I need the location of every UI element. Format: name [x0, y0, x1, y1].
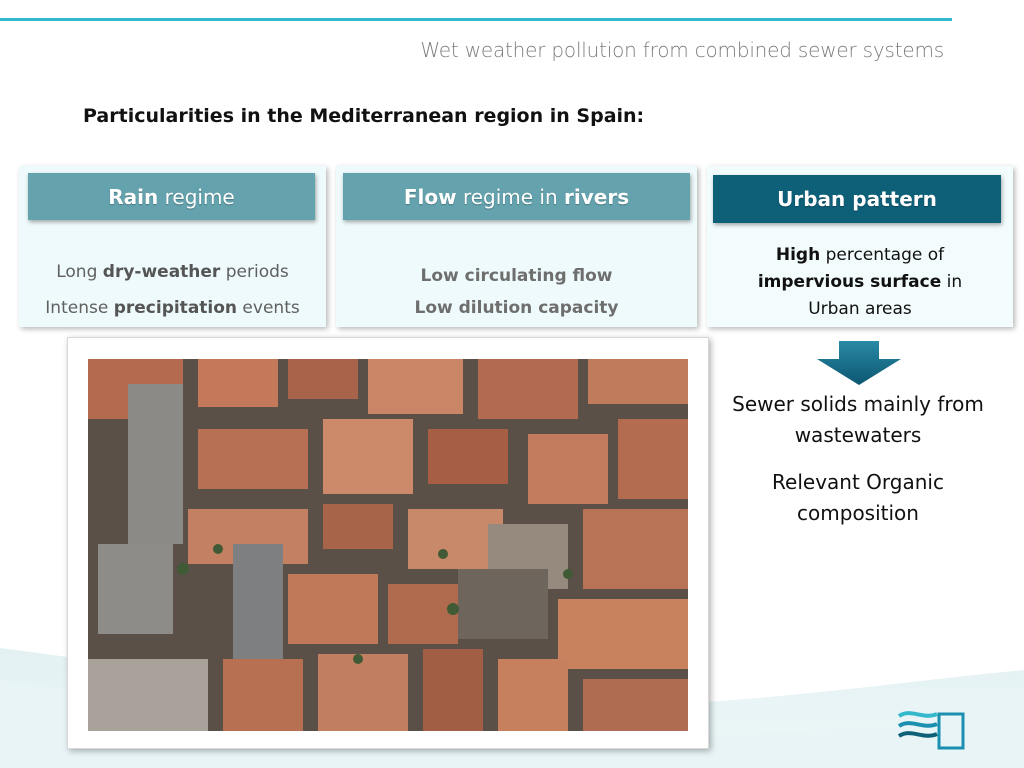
rain-header-rest: regime	[158, 184, 235, 209]
urban-pattern-header: Urban pattern	[713, 175, 1001, 223]
flow-regime-body	[336, 260, 697, 324]
rain-line-1: Long dry-weather periods	[56, 262, 289, 282]
rain-regime-panel	[19, 166, 326, 327]
urban-line-1: High percentage of	[775, 245, 945, 265]
rain-header-bold: Rain	[108, 184, 159, 209]
wave-logo-icon	[897, 706, 967, 752]
rain-regime-header	[28, 173, 315, 220]
rain-line-2: Intense precipitation events	[45, 298, 300, 318]
aerial-city-image	[88, 359, 688, 731]
top-accent-rule	[0, 18, 952, 21]
rain-regime-body	[19, 254, 326, 326]
conclusion-organic-composition: Relevant Organic composition	[772, 470, 944, 525]
urban-line-2: impervious surface in	[757, 272, 963, 292]
urban-pattern-body	[707, 242, 1013, 323]
flow-regime-panel	[336, 166, 697, 327]
conclusion-sewer-solids: Sewer solids mainly from wastewaters	[732, 392, 984, 447]
down-arrow-icon	[817, 341, 901, 385]
flow-line-2: Low dilution capacity	[414, 298, 619, 318]
section-heading: Particularities in the Mediterranean region in Spain:	[83, 105, 645, 127]
aerial-photo-frame	[67, 337, 709, 749]
slide-title: Wet weather pollution from combined sewer systems	[420, 38, 944, 62]
flow-regime-header: Flow regime in rivers	[343, 173, 690, 220]
urban-line-3: Urban areas	[808, 299, 912, 319]
urban-pattern-panel	[707, 166, 1013, 327]
flow-line-1: Low circulating flow	[420, 266, 613, 286]
